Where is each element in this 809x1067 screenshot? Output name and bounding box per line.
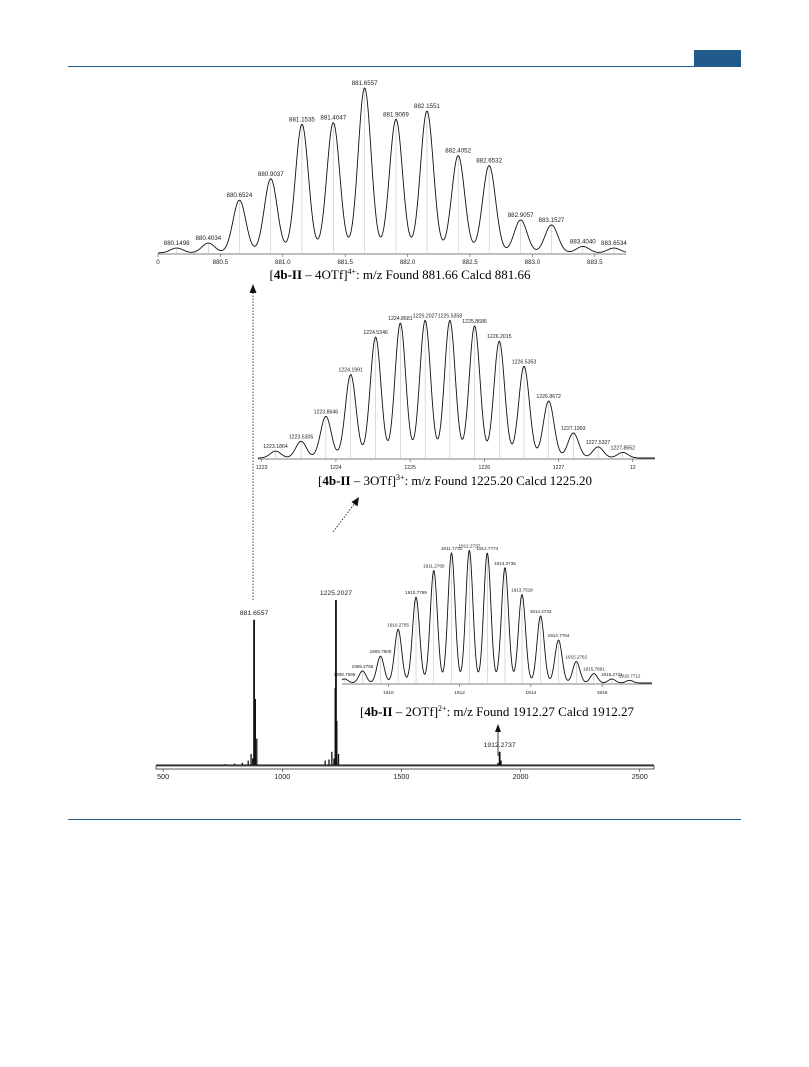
peak-label: 883.6534 [601,240,627,248]
inset-4plus-plot [156,80,627,266]
peak-label: 883.4040 [569,238,596,246]
x-tick-label: 2500 [631,772,648,781]
peak-label: 1226.2015 [487,334,512,341]
peak-label: 881.9069 [383,111,409,119]
x-tick-label: 880.5 [212,259,229,266]
peak-label: 882.1551 [414,103,440,111]
peak-label: 1910.2755 [387,622,409,628]
peak-label: 1223.5305 [288,434,314,441]
peak-label: 880.6524 [226,192,253,200]
peak-label: 1224.8681 [388,316,413,323]
arrow-3plus-connector [333,503,355,532]
peak-label: 1912.7774 [476,546,499,552]
peak-label: 1225.2027 [412,313,438,320]
x-tick-label: 1914 [525,691,537,696]
x-tick-label: 882.0 [399,259,416,266]
peak-label: 1909.7800 [369,649,392,655]
peak-label: 1912.2737 [458,543,481,549]
peak-label: 1915.7691 [583,666,605,672]
x-tick-label: 882.5 [462,259,478,266]
peak-label: 883.1527 [538,216,565,224]
x-tick-label: 1912 [454,691,465,696]
peak-label: 1224.5346 [363,330,388,337]
peak-label: 1225.8686 [462,318,487,325]
peak-label: 1223.8646 [313,409,339,416]
peak-label: 1227.8652 [610,445,636,452]
arrow-3plus-head [352,497,360,507]
peak-label: 880.9037 [257,170,284,178]
labeled-peak-label: 1912.2737 [483,741,516,749]
peak-label: 1914.7764 [547,633,570,639]
x-tick-label: 500 [157,772,170,781]
x-tick-label: 0 [156,259,160,266]
peak-label: 881.4047 [320,114,347,122]
inset-4plus-caption: [4b-II – 4OTf]$^{4+}$: m/z Found 881.66 Calcd 881.66 [269,267,531,282]
peak-label: 881.1535 [289,116,315,124]
peak-label: 1225.5358 [437,313,463,320]
x-tick-label: 12 [629,465,636,471]
x-tick-label: 883.0 [524,259,541,266]
x-axis-frame [156,766,654,769]
x-tick-label: 883.5 [587,259,603,266]
peak-label: 1226.8672 [536,394,561,401]
peak-label: 1227.1993 [561,425,586,432]
main-spectrum-plot [156,587,654,781]
peak-label: 1224.1991 [338,367,363,374]
peak-label: 882.6532 [476,157,503,165]
arrow-4plus-head [250,284,257,293]
labeled-peak-label: 881.6557 [239,609,269,617]
peak-label: 881.6557 [351,80,378,87]
peak-label: 1915.2762 [565,654,588,660]
x-tick-label: 1225 [404,465,416,471]
peak-label: 1916.2721 [600,671,623,677]
peak-label: 1916.7712 [618,673,641,679]
peak-label: 880.4034 [195,235,222,243]
x-tick-label: 881.0 [275,259,291,266]
x-tick-label: 1227 [552,465,565,471]
x-tick-label: 881.5 [337,259,353,266]
peak-label: 1908.7695 [333,671,356,677]
inset-3plus-plot [256,313,655,471]
x-tick-label: 1000 [274,772,291,781]
peak-label: 1913.2736 [494,560,516,566]
peak-label: 1910.7769 [405,590,427,596]
peak-label: 1914.2733 [529,609,552,614]
x-tick-label: 1223 [255,465,268,471]
spectrum-trace [342,551,652,684]
x-tick-label: 1916 [596,691,608,696]
x-tick-label: 1500 [393,772,410,781]
peak-label: 1227.5327 [585,439,611,446]
peak-label: 1226.5353 [511,359,537,366]
peak-label: 880.1498 [163,240,190,248]
labeled-peak-label: 1225.2027 [319,590,353,597]
x-tick-label: 1224 [330,465,342,471]
spectrum-trace [258,320,655,458]
arrow-2plus-head [495,724,501,732]
inset-2plus-plot [334,543,652,696]
x-tick-label: 1910 [382,691,394,696]
peak-label: 1913.7518 [511,587,533,593]
x-tick-label: 1226 [478,465,491,471]
peak-label: 1223.1864 [263,444,288,451]
inset-2plus-caption: [4b-II – 2OTf]$^{2+}$: m/z Found 1912.27 Calcd 1912.27 [360,704,634,719]
peak-label: 882.4052 [445,147,472,155]
peak-label: 1909.2755 [351,663,374,669]
peak-label: 1911.7731 [440,546,463,552]
peak-label: 882.9057 [507,212,534,219]
inset-3plus-caption: [4b-II – 3OTf]$^{3+}$: m/z Found 1225.20 Calcd 1225.20 [318,473,592,488]
peak-label: 1911.2760 [423,563,445,569]
x-tick-label: 2000 [512,772,529,781]
